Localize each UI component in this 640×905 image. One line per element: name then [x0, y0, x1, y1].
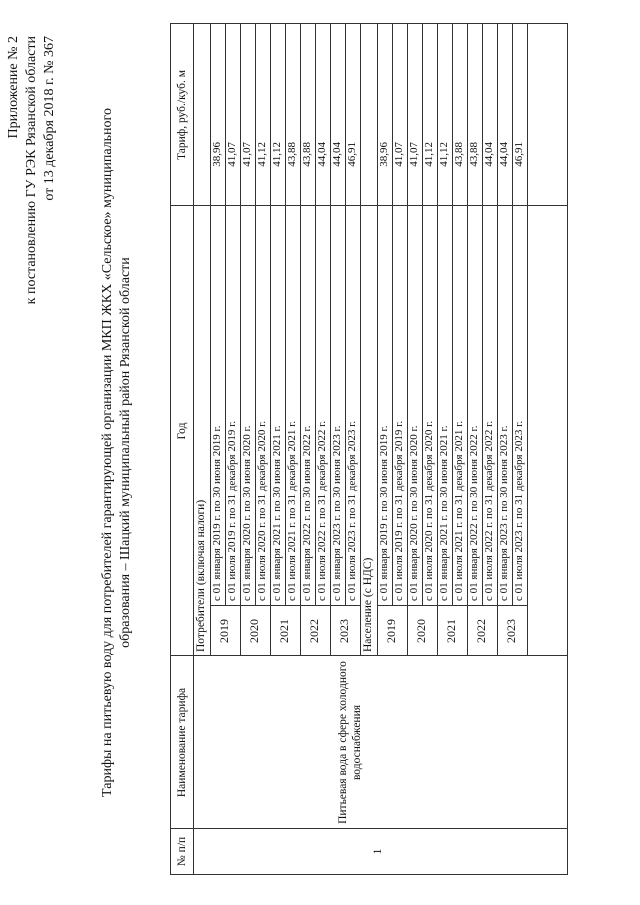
period-cell: с 01 января 2022 г. по 30 июня 2022 г. — [301, 425, 313, 601]
year-divider — [210, 605, 240, 606]
year-divider — [270, 605, 300, 606]
tariff-value-cell: 44,04 — [483, 142, 495, 167]
tariff-value-cell: 41,12 — [271, 142, 283, 167]
year-label: 2022 — [474, 619, 488, 643]
tariff-value-cell: 41,07 — [226, 142, 238, 167]
year-divider — [330, 606, 331, 656]
tariff-value-cell: 38,96 — [211, 142, 223, 167]
year-label: 2022 — [307, 619, 321, 643]
period-cell: с 01 июля 2019 г. по 31 декабря 2019 г. — [226, 420, 238, 601]
period-cell: с 01 июля 2021 г. по 31 декабря 2021 г. — [453, 420, 465, 601]
year-divider — [330, 605, 360, 606]
tariff-value-cell: 44,04 — [316, 142, 328, 167]
year-divider — [467, 606, 468, 656]
tariff-value-cell: 41,12 — [438, 142, 450, 167]
period-cell: с 01 января 2020 г. по 30 июня 2020 г. — [241, 425, 253, 601]
year-label: 2020 — [414, 619, 428, 643]
period-cell: с 01 июля 2023 г. по 31 декабря 2023 г. — [513, 420, 525, 601]
period-cell: с 01 января 2019 г. по 30 июня 2019 г. — [378, 425, 390, 601]
column-divider — [171, 828, 567, 829]
resolution-date: от 13 декабря 2018 г. № 367 — [42, 36, 57, 201]
document-title-line1: Тарифы на питьевую воду для потребителей гарантирующей организации МКП ЖКХ «Сельское» муниципального — [100, 108, 115, 797]
period-cell: с 01 июля 2022 г. по 31 декабря 2022 г. — [316, 420, 328, 601]
year-divider — [407, 605, 437, 606]
group-label: Население (с НДС) — [362, 557, 374, 652]
header-tariff-name: Наименование тарифа — [176, 687, 188, 798]
tariff-value-cell: 46,91 — [513, 142, 525, 167]
tariff-table — [170, 23, 568, 875]
tariff-value-cell: 41,12 — [423, 142, 435, 167]
year-divider — [467, 605, 497, 606]
tariff-value-cell: 43,88 — [301, 142, 313, 167]
resolution-reference: к постановлению ГУ РЭК Рязанской области — [24, 36, 39, 305]
tariff-value-cell: 41,12 — [256, 142, 268, 167]
tariff-value-cell: 43,88 — [453, 142, 465, 167]
year-divider — [300, 606, 301, 656]
tariff-value-cell: 43,88 — [468, 142, 480, 167]
header-divider — [193, 24, 194, 874]
tariff-value-cell: 46,91 — [346, 142, 358, 167]
period-cell: с 01 января 2021 г. по 30 июня 2021 г. — [438, 425, 450, 601]
year-label: 2019 — [217, 619, 231, 643]
row-divider — [360, 24, 361, 606]
year-label: 2019 — [384, 619, 398, 643]
period-cell: с 01 января 2022 г. по 30 июня 2022 г. — [468, 425, 480, 601]
period-cell: с 01 января 2020 г. по 30 июня 2020 г. — [408, 425, 420, 601]
tariff-value-cell: 41,07 — [241, 142, 253, 167]
period-cell: с 01 июля 2020 г. по 31 декабря 2020 г. — [423, 420, 435, 601]
header-number: № п/п — [176, 836, 188, 867]
year-divider — [497, 606, 498, 656]
group-label: Потребители (включая налоги) — [195, 499, 207, 652]
period-cell: с 01 июля 2022 г. по 31 декабря 2022 г. — [483, 420, 495, 601]
year-divider — [377, 605, 407, 606]
tariff-value-cell: 38,96 — [378, 142, 390, 167]
document-title-line2: образования – Шацкий муниципальный район Рязанской области — [118, 257, 133, 648]
header-period: Год — [176, 422, 188, 440]
period-cell: с 01 января 2023 г. по 30 июня 2023 г. — [498, 425, 510, 601]
header-tariff-value: Тариф, руб./куб. м — [176, 70, 188, 160]
year-divider — [437, 606, 438, 656]
year-divider — [270, 606, 271, 656]
tariff-value-cell: 44,04 — [498, 142, 510, 167]
year-label: 2021 — [277, 619, 291, 643]
tariff-name: Питьевая вода в сфере холодного водоснабжения — [337, 661, 363, 824]
period-cell: с 01 июля 2021 г. по 31 декабря 2021 г. — [286, 420, 298, 601]
year-divider — [240, 605, 270, 606]
year-divider — [300, 605, 330, 606]
year-divider — [360, 606, 361, 656]
year-divider — [437, 605, 467, 606]
row-divider — [527, 24, 528, 606]
year-label: 2023 — [337, 619, 351, 643]
year-divider — [497, 605, 527, 606]
period-cell: с 01 июля 2019 г. по 31 декабря 2019 г. — [393, 420, 405, 601]
tariff-value-cell: 41,07 — [393, 142, 405, 167]
period-cell: с 01 января 2021 г. по 30 июня 2021 г. — [271, 425, 283, 601]
tariff-value-cell: 41,07 — [408, 142, 420, 167]
year-divider — [407, 606, 408, 656]
appendix-number: Приложение № 2 — [6, 36, 21, 139]
year-divider — [527, 606, 528, 656]
period-cell: с 01 июля 2020 г. по 31 декабря 2020 г. — [256, 420, 268, 601]
year-label: 2021 — [444, 619, 458, 643]
year-label: 2020 — [247, 619, 261, 643]
row-number: 1 — [370, 848, 384, 855]
year-label: 2023 — [504, 619, 518, 643]
tariff-value-cell: 43,88 — [286, 142, 298, 167]
period-cell: с 01 января 2019 г. по 30 июня 2019 г. — [211, 425, 223, 601]
year-divider — [240, 606, 241, 656]
period-cell: с 01 июля 2023 г. по 31 декабря 2023 г. — [346, 420, 358, 601]
tariff-value-cell: 44,04 — [331, 142, 343, 167]
period-cell: с 01 января 2023 г. по 30 июня 2023 г. — [331, 425, 343, 601]
